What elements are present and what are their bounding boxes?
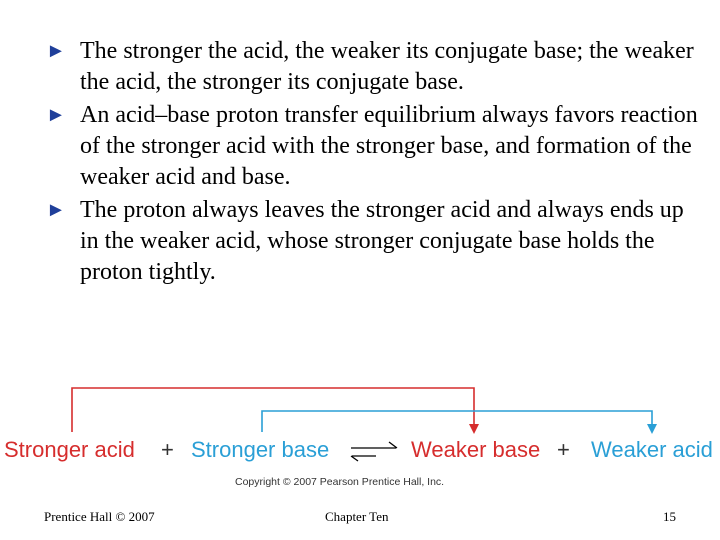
footer-publisher: Prentice Hall © 2007 (44, 509, 155, 524)
copyright-notice: Copyright © 2007 Pearson Prentice Hall, Inc. (235, 476, 445, 488)
forward-arrowhead-icon (389, 442, 397, 448)
bullet-text: The stronger the acid, the weaker its conjugate base; the weaker the acid, the stronger its conjugate base. (80, 38, 694, 95)
bullet-text: An acid–base proton transfer equilibrium always favors reaction of the stronger acid with the stronger base, and formation of the weaker acid and base. (80, 102, 698, 190)
footer-chapter: Chapter Ten (325, 509, 389, 524)
reverse-arrowhead-icon (351, 456, 358, 461)
stronger-acid-label: Stronger acid (4, 437, 135, 462)
bullet-text: The proton always leaves the stronger acid and always ends up in the weaker acid, whose stronger conjugate base holds the proton tightly. (80, 197, 684, 285)
weaker-base-label: Weaker base (411, 437, 541, 462)
stronger-base-label: Stronger base (191, 437, 330, 462)
weaker-acid-label: Weaker acid (591, 437, 713, 462)
red-arrowhead-icon (469, 424, 479, 434)
plus-sign: + (557, 437, 570, 462)
bullet-item (46, 36, 706, 98)
triangle-bullet-icon: ► (46, 40, 66, 62)
equilibrium-diagram (0, 380, 720, 490)
bullet-list (46, 36, 706, 290)
proton-transfer-arrows (0, 380, 720, 490)
red-proton-arrow (72, 388, 474, 432)
triangle-bullet-icon: ► (46, 199, 66, 221)
blue-arrowhead-icon (647, 424, 657, 434)
bullet-item (46, 195, 706, 288)
page-number: 15 (663, 509, 676, 524)
triangle-bullet-icon: ► (46, 104, 66, 126)
bullet-item (46, 100, 706, 193)
blue-proton-arrow (262, 411, 652, 432)
plus-sign: + (161, 437, 174, 462)
